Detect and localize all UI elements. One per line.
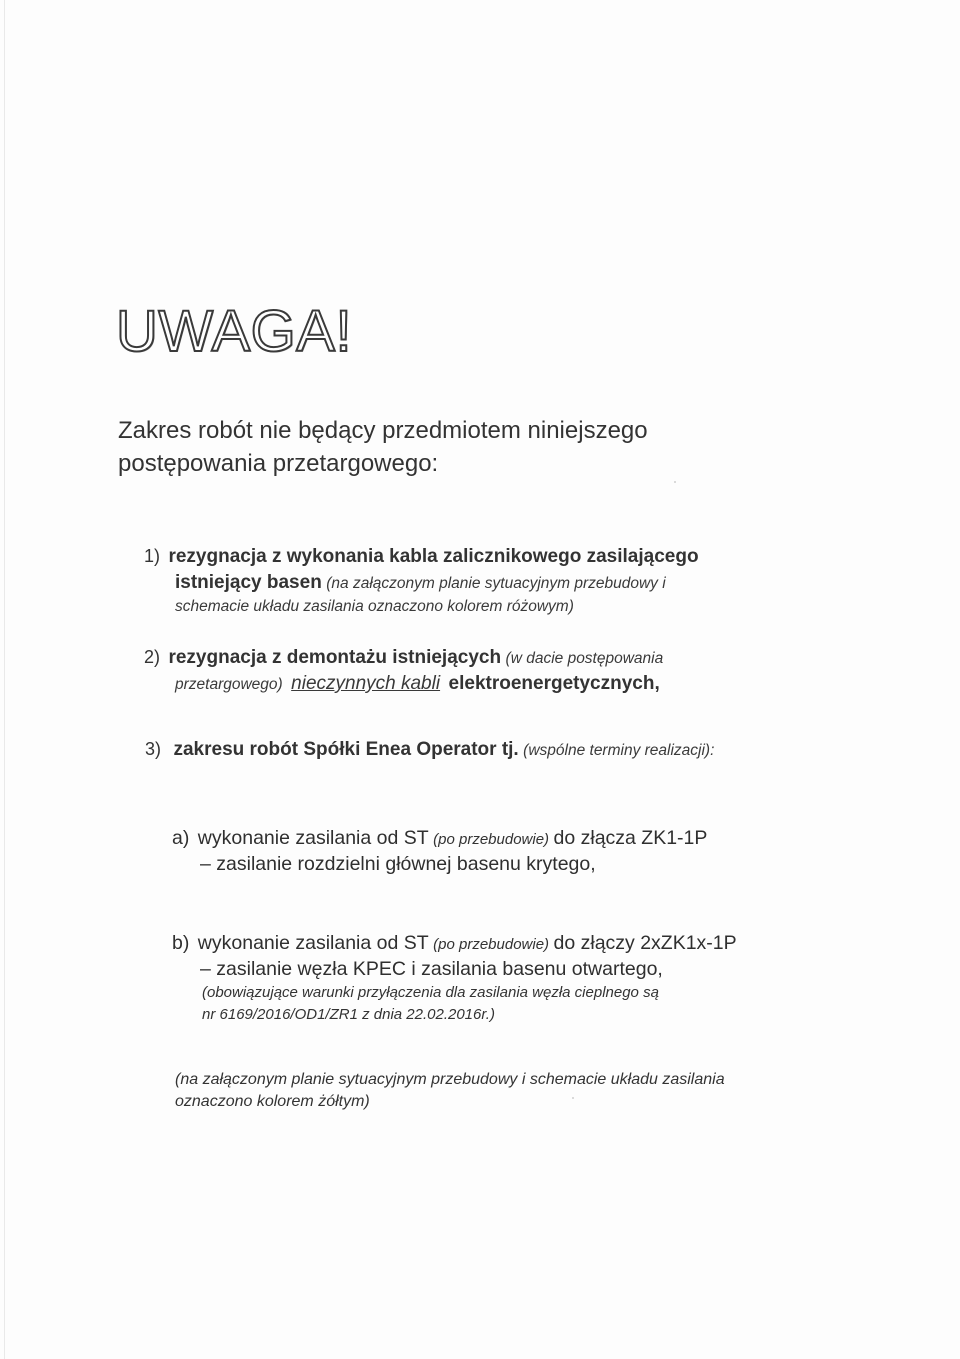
item-2-bold-text: rezygnacja z demontażu istniejących <box>168 647 502 668</box>
sub-a-text: wykonanie zasilania od ST <box>197 827 429 849</box>
item-1-bold-text-2: istniejący basen <box>175 572 322 593</box>
sub-b-line-2: – zasilanie węzła KPEC i zasilania basenu otwartego, <box>200 958 663 980</box>
sub-b-text: wykonanie zasilania od ST <box>197 932 429 954</box>
scan-speck <box>674 481 676 483</box>
item-3-italic-text: (wspólne terminy realizacji): <box>523 742 715 759</box>
sub-b-line-1 <box>172 932 737 955</box>
sub-a-line-1 <box>172 827 707 850</box>
item-2-underlined-text: nieczynnych kabli <box>291 673 441 694</box>
sub-a-letter: a) <box>172 827 190 849</box>
scan-speck <box>572 1097 574 1099</box>
item-1-number: 1) <box>144 546 161 566</box>
item-2-bold-text-2: elektroenergetycznych, <box>448 673 660 694</box>
intro-line-2: postępowania przetargowego: <box>118 450 439 477</box>
item-1-line-1 <box>144 546 699 568</box>
item-1-line-2 <box>175 572 666 594</box>
item-2-italic-text: (w dacie postępowania <box>505 650 664 667</box>
sub-b-line-3: (obowiązujące warunki przyłączenia dla zasilania węzła cieplnego są <box>202 984 659 1001</box>
sub-a-italic-text: (po przebudowie) <box>433 831 550 848</box>
sub-b-letter: b) <box>172 932 190 954</box>
item-2-italic-text-2: przetargowego) <box>175 676 283 693</box>
item-1-italic-text: (na załączonym planie sytuacyjnym przebudowy i <box>326 575 666 592</box>
page-title: UWAGA! <box>116 299 353 364</box>
sub-b-line-4: nr 6169/2016/OD1/ZR1 z dnia 22.02.2016r.) <box>202 1006 495 1023</box>
sub-b-text-2: do złączy 2xZK1x-1P <box>553 932 737 954</box>
sub-b-italic-text: (po przebudowie) <box>433 936 550 953</box>
sub-a-text-2: do złącza ZK1-1P <box>553 827 708 849</box>
item-2-number: 2) <box>144 647 161 667</box>
item-2-line-2 <box>175 673 660 695</box>
item-3-number: 3) <box>145 739 162 759</box>
item-3-bold-text: zakresu robót Spółki Enea Operator tj. <box>173 739 519 760</box>
note-line-1: (na załączonym planie sytuacyjnym przebudowy i schemacie układu zasilania <box>175 1071 725 1088</box>
item-1-bold-text: rezygnacja z wykonania kabla zalicznikowego zasilającego <box>168 546 699 567</box>
item-1-line-3: schemacie układu zasilania oznaczono kolorem różowym) <box>175 598 574 615</box>
scan-edge-line <box>4 0 5 1359</box>
item-3-line <box>145 739 714 761</box>
intro-line-1: Zakres robót nie będący przedmiotem niniejszego <box>118 417 648 444</box>
item-2-line-1 <box>144 647 663 669</box>
sub-a-line-2: – zasilanie rozdzielni głównej basenu krytego, <box>200 853 596 875</box>
note-line-2: oznaczono kolorem żółtym) <box>175 1093 370 1110</box>
